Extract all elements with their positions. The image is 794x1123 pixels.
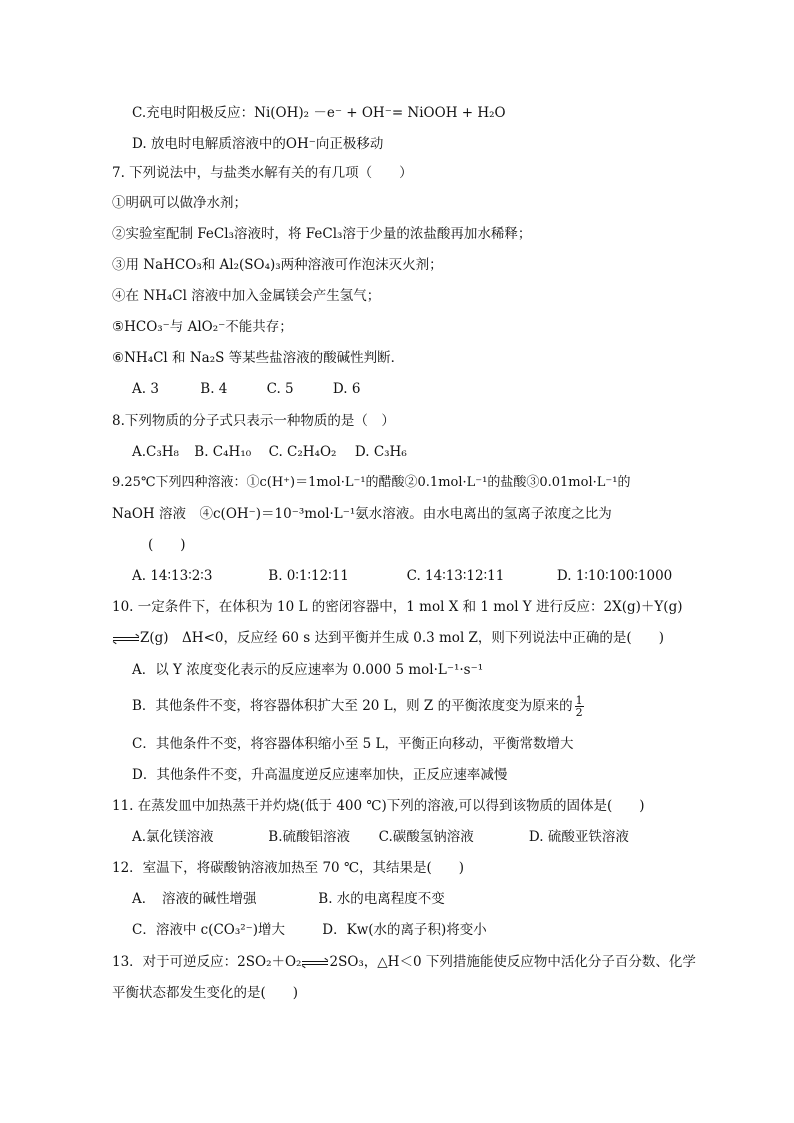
option-c: C．溶液中 c(CO₃²⁻)增大 xyxy=(132,922,286,938)
question-10-stem-cont xyxy=(112,629,664,647)
option-d-oh-migration: D. 放电时电解质溶液中的OH⁻向正极移动 xyxy=(132,136,384,152)
option-b: B. C₄H₁₀ xyxy=(194,444,252,460)
question-11-stem: 11. 在蒸发皿中加热蒸干并灼烧(低于 400 ℃)下列的溶液,可以得到该物质的固体是( ) xyxy=(112,798,645,814)
question-8-options xyxy=(132,443,407,461)
question-9-stem-cont: NaOH 溶液 ④c(OH⁻)＝10⁻³mol·L⁻¹氨水溶液。由水电离出的氢离子浓度之比为 xyxy=(112,506,612,522)
option-a: A． 溶液的碱性增强 xyxy=(132,891,257,907)
question-8-stem: 8.下列物质的分子式只表示一种物质的是（ ） xyxy=(112,413,395,429)
option-c: C. 5 xyxy=(266,381,294,397)
question-11-options xyxy=(132,828,629,846)
question-10-option-c: C．其他条件不变，将容器体积缩小至 5 L，平衡正向移动，平衡常数增大 xyxy=(132,736,574,752)
question-9-stem: 9.25℃下列四种溶液：①c(H⁺)＝1mol·L⁻¹的醋酸②0.1mol·L⁻¹的盐酸③0.01mol·L⁻¹的 xyxy=(112,475,631,490)
question-13-stem xyxy=(112,953,696,971)
question-10-option-a: A．以 Y 浓度变化表示的反应速率为 0.000 5 mol·L⁻¹·s⁻¹ xyxy=(132,662,484,678)
statement-6: ⑥NH₄Cl 和 Na₂S 等某些盐溶液的酸碱性判断． xyxy=(112,350,405,366)
option-c: C. C₂H₄O₂ xyxy=(268,444,337,460)
question-13-stem-cont: 平衡状态都发生变化的是( ) xyxy=(112,985,299,1001)
option-a: A. 3 xyxy=(132,381,159,397)
option-b: B.硫酸铝溶液 xyxy=(268,829,351,845)
option-d: D．Kw(水的离子积)将变小 xyxy=(322,922,487,938)
question-10-reaction-text: Z(g) ΔH<0，反应经 60 s 达到平衡并生成 0.3 mol Z，则下列说法中正确的是( ) xyxy=(140,630,664,646)
question-13-products-text: 2SO₃，△H＜0 下列措施能使反应物中活化分子百分数、化学 xyxy=(329,954,696,970)
equilibrium-arrow-icon xyxy=(302,960,328,966)
statement-5: ⑤HCO₃⁻与 AlO₂⁻不能共存； xyxy=(112,319,293,335)
question-10-option-b xyxy=(132,695,584,718)
statement-4: ④在 NH₄Cl 溶液中加入金属镁会产生氢气； xyxy=(112,288,381,304)
option-c: C.碳酸氢钠溶液 xyxy=(378,829,474,845)
equilibrium-arrow-icon xyxy=(113,636,139,642)
question-10-option-d: D．其他条件不变，升高温度逆反应速率加快，正反应速率减慢 xyxy=(132,767,508,783)
question-12-stem: 12．室温下，将碳酸钠溶液加热至 70 ℃，其结果是( ) xyxy=(112,860,465,876)
option-b: B. 0∶1∶12∶11 xyxy=(268,568,349,584)
option-d: D. C₃H₆ xyxy=(354,444,407,460)
statement-1: ①明矾可以做净水剂； xyxy=(112,195,247,211)
option-b: B. 4 xyxy=(200,381,228,397)
option-b-text: B．其他条件不变，将容器体积扩大至 20 L，则 Z 的平衡浓度变为原来的 xyxy=(132,698,573,714)
question-10-stem: 10. 一定条件下，在体积为 10 L 的密闭容器中，1 mol X 和 1 mol Y 进行反应：2X(g)＋Y(g) xyxy=(112,599,683,615)
option-d: D. 6 xyxy=(332,381,361,397)
question-7-stem: 7. 下列说法中，与盐类水解有关的有几项（ ） xyxy=(112,165,413,181)
fraction-one-half: $\frac{1}{2}$ xyxy=(575,694,583,719)
question-9-options xyxy=(132,567,672,585)
option-a: A.C₃H₈ xyxy=(132,444,179,460)
question-12-options-ab xyxy=(132,890,445,908)
statement-2: ②实验室配制 FeCl₃溶液时，将 FeCl₃溶于少量的浓盐酸再加水稀释； xyxy=(112,226,532,242)
option-c: C. 14∶13∶12∶11 xyxy=(406,568,505,584)
question-12-options-cd xyxy=(132,921,487,939)
option-d: D. 1∶10∶100∶1000 xyxy=(556,568,673,584)
option-b: B. 水的电离程度不变 xyxy=(318,891,445,907)
option-a: A. 14∶13∶2∶3 xyxy=(132,568,213,584)
question-9-answer-paren: ( ) xyxy=(148,537,186,553)
question-13-reactants: 13．对于可逆反应：2SO₂＋O₂ xyxy=(112,954,302,970)
option-a: A.氯化镁溶液 xyxy=(132,829,214,845)
option-d: D. 硫酸亚铁溶液 xyxy=(528,829,629,845)
question-7-options xyxy=(132,380,360,398)
statement-3: ③用 NaHCO₃和 Al₂(SO₄)₃两种溶液可作泡沫灭火剂； xyxy=(112,257,443,273)
option-c-anode-reaction: C.充电时阳极反应：Ni(OH)₂ －e⁻ + OH⁻= NiOOH + H₂O xyxy=(132,105,506,121)
